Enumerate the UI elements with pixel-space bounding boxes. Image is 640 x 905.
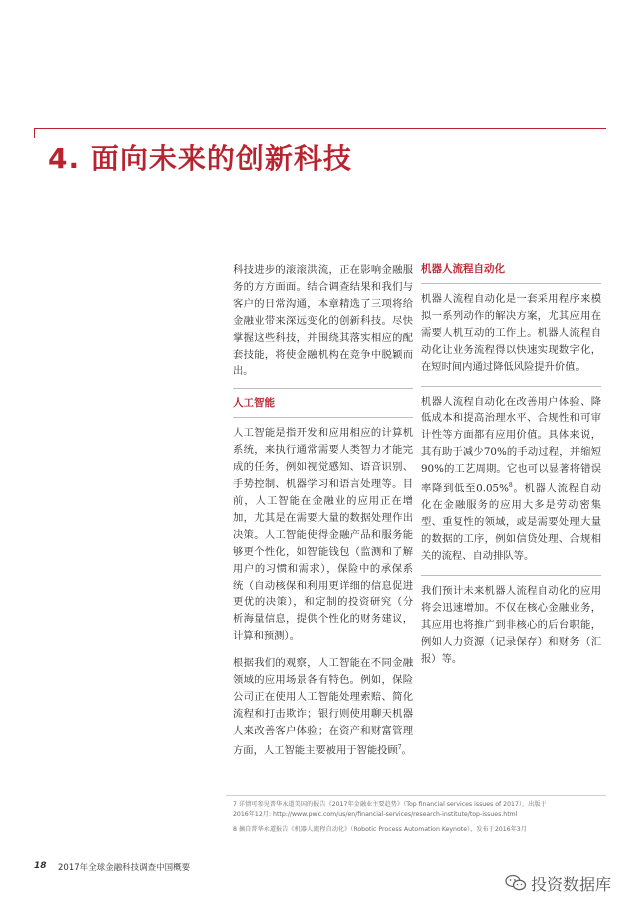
footnote-rule	[226, 795, 606, 796]
running-title: 2017年全球金融科技调查中国概要	[58, 863, 191, 873]
rpa-paragraph-2	[421, 394, 601, 565]
footnote-7-line-2[interactable]: 2016年12月: http://www.pwc.com/us/en/financial-services/research-institute/top-issues.html	[233, 811, 518, 819]
rpa-paragraph-1: 机器人流程自动化是一套采用程序来模拟一系列动作的解决方案，尤其应用在需要人机互动的工作上。机器人流程自动化让业务流程得以快速实现数字化，在短时间内通过降低风险提升价值。	[421, 293, 601, 373]
section-divider	[233, 388, 413, 389]
left-column	[233, 262, 413, 767]
watermark	[505, 870, 611, 896]
footnote-ref-8[interactable]: 8	[508, 482, 513, 490]
rpa-paragraph-3: 我们预计未来机器人流程自动化的应用将会迅速增加。不仅在核心金融业务，其应用也将推广到非核心的后台职能，例如人力资源（记录保存）和财务（汇报）等。	[421, 585, 601, 665]
ai-paragraph-1: 人工智能是指开发和应用相应的计算机系统，来执行通常需要人类智力才能完成的任务，例如视觉感知、语音识别、手势控制、机器学习和语言处理等。目前，人工智能在金融业的应用正在增加，尤其是在需要大量的数据处理作出决策。人工智能使得金融产品和服务能够更个性化，如智能钱包（监测和了解用户的习惯和需求），保险中的承保系统（自动核保和利用更详细的信息促进更优的决策），和定制的投资研究（分析海量信息，提供个性化的财务建议，计算和预测）。	[233, 427, 413, 643]
intro-paragraph: 科技进步的滚滚洪流，正在影响金融服务的方方面面。结合调查结果和我们与客户的日常沟通，本章精选了三项将给金融业带来深远变化的创新科技。尽快掌握这些科技，并围绕其落实相应的配套技能，将使金融机构在竞争中脱颖而出。	[233, 264, 413, 378]
section-divider	[421, 575, 601, 576]
rpa-paragraph-2-text: 机器人流程自动化在改善用户体验、降低成本和提高治理水平、合规性和可审计性等方面都有应用价值。具体来说，其有助于减少70%的手动过程，并缩短90%的工艺周期。它也可以显著将错误率降到低至0.05%	[421, 395, 601, 495]
footnotes	[233, 800, 605, 839]
section-heading-ai: 人工智能	[233, 397, 275, 410]
section-divider	[421, 283, 601, 284]
chapter-title: 4. 面向未来的创新科技	[48, 142, 352, 175]
footnote-7-line-1: 7 详情可参见普华永道美国的报告《2017年金融业主要趋势》（Top financial services issues of 2017），出版于	[233, 801, 547, 808]
footnote-8: 8 摘自普华永道报告《机器人流程自动化》（Robotic Process Automation Keynote），发布于2016年3月	[233, 825, 527, 833]
header-rule-tick	[34, 128, 35, 138]
footnote-ref-7[interactable]: 7	[397, 743, 402, 751]
section-heading-rpa: 机器人流程自动化	[421, 263, 505, 275]
header-rule	[34, 128, 606, 129]
watermark-text: 投资数据库	[531, 874, 612, 894]
section-divider	[233, 417, 413, 418]
right-column	[421, 262, 601, 676]
ai-paragraph-2-end: 。	[401, 744, 412, 757]
ai-paragraph-2	[233, 655, 413, 759]
wechat-icon	[505, 874, 527, 892]
rpa-paragraph-2-end: 。机器人流程自动化在金融服务的应用大多是劳动密集型、重复性的领域，或是需要处理大量的数据的工序，例如信贷处理、合规相关的流程、自动排队等。	[421, 482, 601, 563]
section-divider	[421, 386, 601, 387]
page-number: 18	[34, 861, 47, 871]
ai-paragraph-2-text: 根据我们的观察，人工智能在不同金融领域的应用场景各有特色。例如，保险公司正在使用人工智能处理索赔、简化流程和打击欺诈；银行则使用聊天机器人来改善客户体验；在资产和财富管理方面，人工智能主要被用于智能投顾	[233, 657, 413, 757]
